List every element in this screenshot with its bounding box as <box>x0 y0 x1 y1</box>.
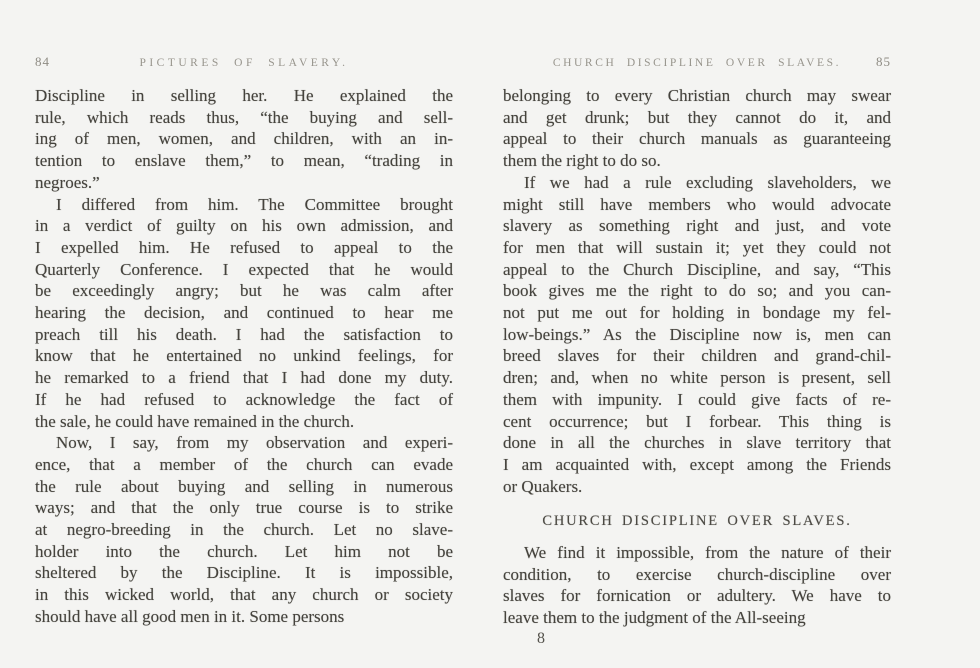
paragraph <box>503 542 891 629</box>
text-line: he remarked to a friend that I had done my duty. <box>35 368 453 388</box>
right-page-text <box>503 85 891 629</box>
text-line: the sale, he could have remained in the church. <box>35 411 355 431</box>
text-line: for men that will sustain it; yet they could not <box>503 237 891 257</box>
text-line: If we had a rule excluding slaveholders, we <box>524 172 891 192</box>
right-running-head-title: CHURCH DISCIPLINE OVER SLAVES. <box>552 57 842 69</box>
text-line: cent occurrence; but I forbear. This thing is <box>503 411 891 431</box>
text-line: hearing the decision, and continued to hear me <box>35 303 453 323</box>
text-line: in this wicked world, that any church or society <box>35 585 453 605</box>
left-page-text <box>35 85 453 628</box>
text-line: dren; and, when no white person is present, sell <box>503 368 891 388</box>
text-line: ing of men, women, and children, with an in- <box>35 129 453 149</box>
text-line: preach till his death. I had the satisfaction to <box>35 324 453 344</box>
text-line: ence, that a member of the church can evade <box>35 454 453 474</box>
text-line: be exceedingly angry; but he was calm after <box>35 281 453 301</box>
left-running-head-title: PICTURES OF SLAVERY. <box>139 57 349 69</box>
text-line: should have all good men in it. Some persons <box>35 606 345 626</box>
text-line: I expelled him. He refused to appeal to the <box>35 237 453 257</box>
right-running-header <box>503 54 891 68</box>
signature-mark: 8 <box>537 629 545 647</box>
text-line: low-beings.” As the Discipline now is, men can <box>503 324 891 344</box>
paragraph <box>503 85 891 172</box>
left-running-header <box>35 54 453 68</box>
text-line: sheltered by the Discipline. It is impossible, <box>35 563 453 583</box>
right-page-number: 85 <box>876 54 891 69</box>
paragraph <box>35 432 453 627</box>
text-line: not put me out for holding in bondage my fel- <box>503 303 891 323</box>
text-line: appeal to the Church Discipline, and say, “This <box>503 259 891 279</box>
text-line: ways; and that the only true course is to strike <box>35 498 453 518</box>
text-line: rule, which reads thus, “the buying and sell- <box>35 107 453 127</box>
text-line: at negro-breeding in the church. Let no slave- <box>35 520 453 540</box>
text-line: tention to enslave them,” to mean, “trading in <box>35 151 453 171</box>
text-line: or Quakers. <box>503 476 583 496</box>
text-line: I differed from him. The Committee brought <box>56 194 453 214</box>
left-page-number: 84 <box>35 54 50 69</box>
text-line: know that he entertained no unkind feelings, for <box>35 346 453 366</box>
text-line: Quarterly Conference. I expected that he would <box>35 259 453 279</box>
text-line: the rule about buying and selling in numerous <box>35 476 453 496</box>
text-line: slaves for fornication or adultery. We have to <box>503 586 891 606</box>
text-line: in a verdict of guilty on his own admission, and <box>35 216 453 236</box>
paragraph <box>35 85 453 194</box>
paragraph <box>35 194 453 433</box>
text-line: breed slaves for their children and grand-chil- <box>503 346 891 366</box>
text-line: I am acquainted with, except among the Friends <box>503 454 891 474</box>
text-line: We find it impossible, from the nature of their <box>524 543 891 563</box>
text-line: might still have members who would advocate <box>503 194 891 214</box>
right-page <box>503 50 891 648</box>
text-line: leave them to the judgment of the All-seeing <box>503 608 806 628</box>
text-line: holder into the church. Let him not be <box>35 541 453 561</box>
text-line: appeal to their church manuals as guaranteeing <box>503 129 891 149</box>
section-heading: CHURCH DISCIPLINE OVER SLAVES. <box>542 513 852 530</box>
text-line: book gives me the right to do so; and you can- <box>503 281 891 301</box>
left-page <box>35 50 453 628</box>
text-line: done in all the churches in slave territory that <box>503 433 891 453</box>
text-line: them the right to do so. <box>503 151 661 171</box>
text-line: Now, I say, from my observation and experi- <box>56 433 453 453</box>
text-line: belonging to every Christian church may swear <box>503 86 891 105</box>
text-line: slavery as something right and just, and vote <box>503 216 891 236</box>
text-line: and get drunk; but they cannot do it, and <box>503 107 891 127</box>
text-line: If he had refused to acknowledge the fact of <box>35 389 453 409</box>
text-line: Discipline in selling her. He explained the <box>35 86 453 105</box>
paragraph <box>503 172 891 498</box>
text-line: them with impunity. I could give facts of re- <box>503 389 891 409</box>
text-line: condition, to exercise church-discipline over <box>503 564 891 584</box>
text-line: negroes.” <box>35 172 100 192</box>
